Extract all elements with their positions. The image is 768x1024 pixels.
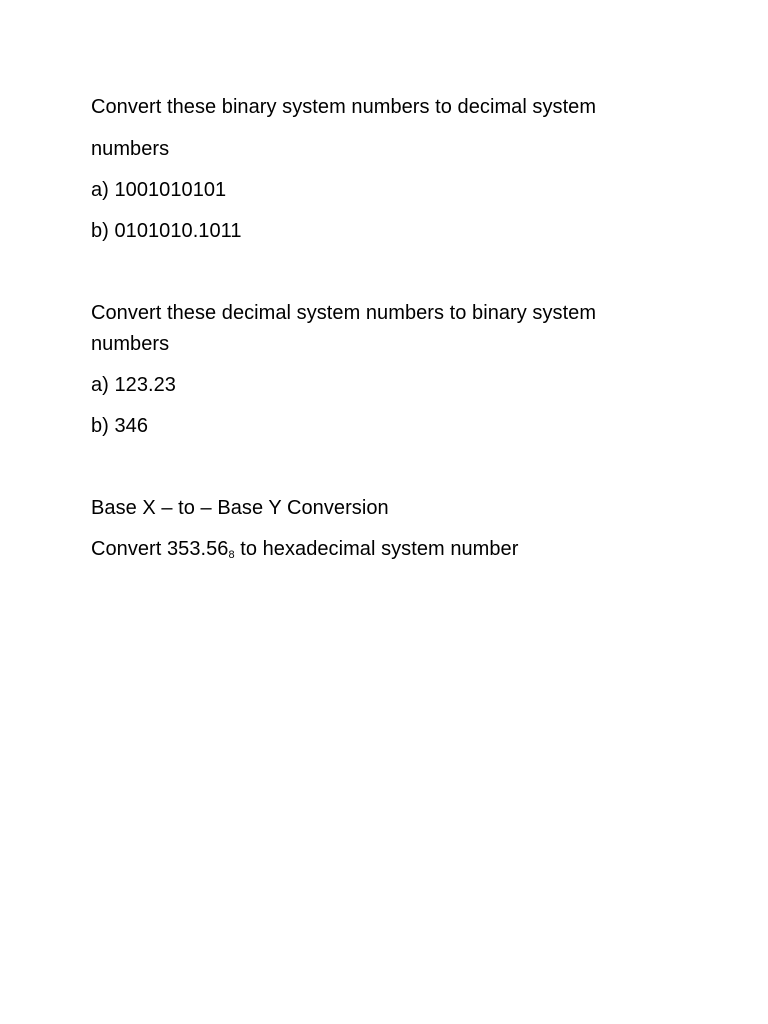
- section2-heading-line1: Convert these decimal system numbers to binary system: [91, 302, 597, 324]
- section1-heading-line1: Convert these binary system numbers to decimal system: [91, 96, 597, 118]
- section2-item-a: a) 123.23: [91, 374, 176, 396]
- section3-question: [91, 537, 518, 561]
- question-suffix: to hexadecimal system number: [234, 538, 519, 560]
- section2-heading-line2: numbers: [91, 333, 170, 355]
- octal-subscript: 8: [228, 549, 235, 561]
- section1-item-b: b) 0101010.1011: [91, 220, 242, 242]
- section1-heading-line2: numbers: [91, 138, 170, 160]
- section2-item-b: b) 346: [91, 415, 149, 437]
- question-prefix: Convert 353.56: [91, 538, 229, 560]
- section3-title: Base X – to – Base Y Conversion: [91, 497, 389, 519]
- section1-item-a: a) 1001010101: [91, 179, 227, 201]
